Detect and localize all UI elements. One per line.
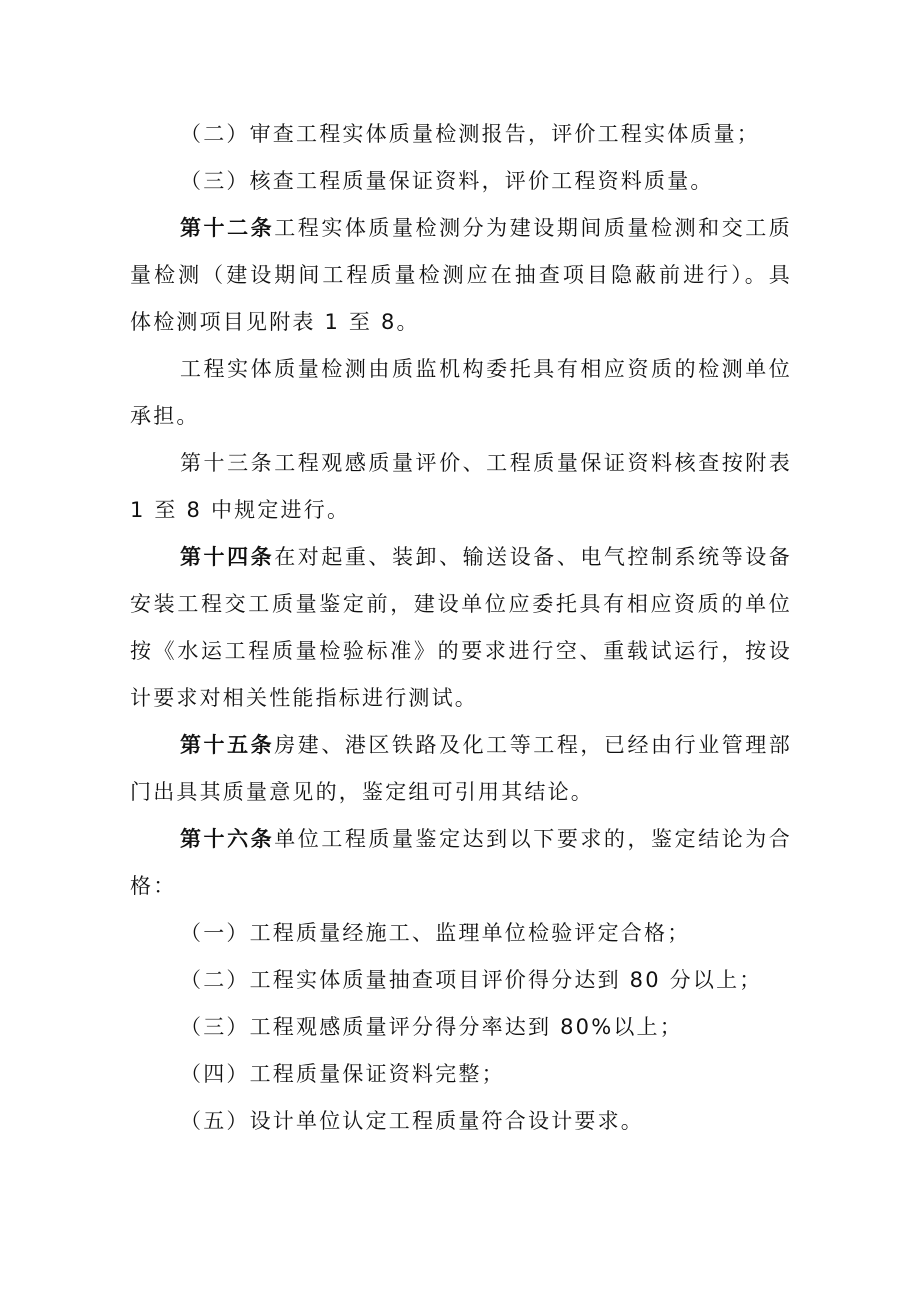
article-16-text: 单位工程质量鉴定达到以下要求的，鉴定结论为合格：	[130, 827, 792, 898]
requirement-item-4	[130, 1051, 792, 1098]
article-13	[130, 440, 792, 534]
article-14-heading: 第十四条	[180, 545, 275, 569]
paragraph-text: （二）工程实体质量抽查项目评价得分达到 80 分以上；	[180, 968, 763, 992]
paragraph-item-2	[130, 111, 792, 158]
article-12-text: 工程实体质量检测分为建设期间质量检测和交工质量检测（建设期间工程质量检测应在抽查项目隐蔽前进行）。具体检测项目见附表 1 至 8。	[130, 216, 792, 334]
requirement-item-2	[130, 957, 792, 1004]
paragraph-text: （一）工程质量经施工、监理单位检验评定合格；	[180, 921, 691, 945]
document-body	[130, 111, 792, 1145]
article-12-para-2	[130, 346, 792, 440]
article-15-heading: 第十五条	[180, 733, 275, 757]
article-13-text: 第十三条工程观感质量评价、工程质量保证资料核查按附表 1 至 8 中规定进行。	[130, 451, 792, 522]
requirement-item-5	[130, 1098, 792, 1145]
article-16-heading: 第十六条	[180, 827, 275, 851]
paragraph-item-3	[130, 158, 792, 205]
paragraph-text: （三）核查工程质量保证资料，评价工程资料质量。	[180, 169, 714, 193]
paragraph-text: （二）审查工程实体质量检测报告，评价工程实体质量；	[180, 122, 760, 146]
article-12	[130, 205, 792, 346]
paragraph-text: （四）工程质量保证资料完整；	[180, 1062, 505, 1086]
requirement-item-1	[130, 910, 792, 957]
article-15	[130, 722, 792, 816]
article-15-text: 房建、港区铁路及化工等工程，已经由行业管理部门出具其质量意见的，鉴定组可引用其结论。	[130, 733, 792, 804]
requirement-item-3	[130, 1004, 792, 1051]
article-14-text: 在对起重、装卸、输送设备、电气控制系统等设备安装工程交工质量鉴定前，建设单位应委托具有相应资质的单位按《水运工程质量检验标准》的要求进行空、重载试运行，按设计要求对相关性能指标进行测试。	[130, 545, 792, 710]
article-16	[130, 816, 792, 910]
paragraph-text: （三）工程观感质量评分得分率达到 80%以上；	[180, 1015, 683, 1039]
paragraph-text: 工程实体质量检测由质监机构委托具有相应资质的检测单位承担。	[130, 357, 792, 428]
article-14	[130, 534, 792, 722]
article-12-heading: 第十二条	[180, 216, 275, 240]
paragraph-text: （五）设计单位认定工程质量符合设计要求。	[180, 1109, 644, 1133]
